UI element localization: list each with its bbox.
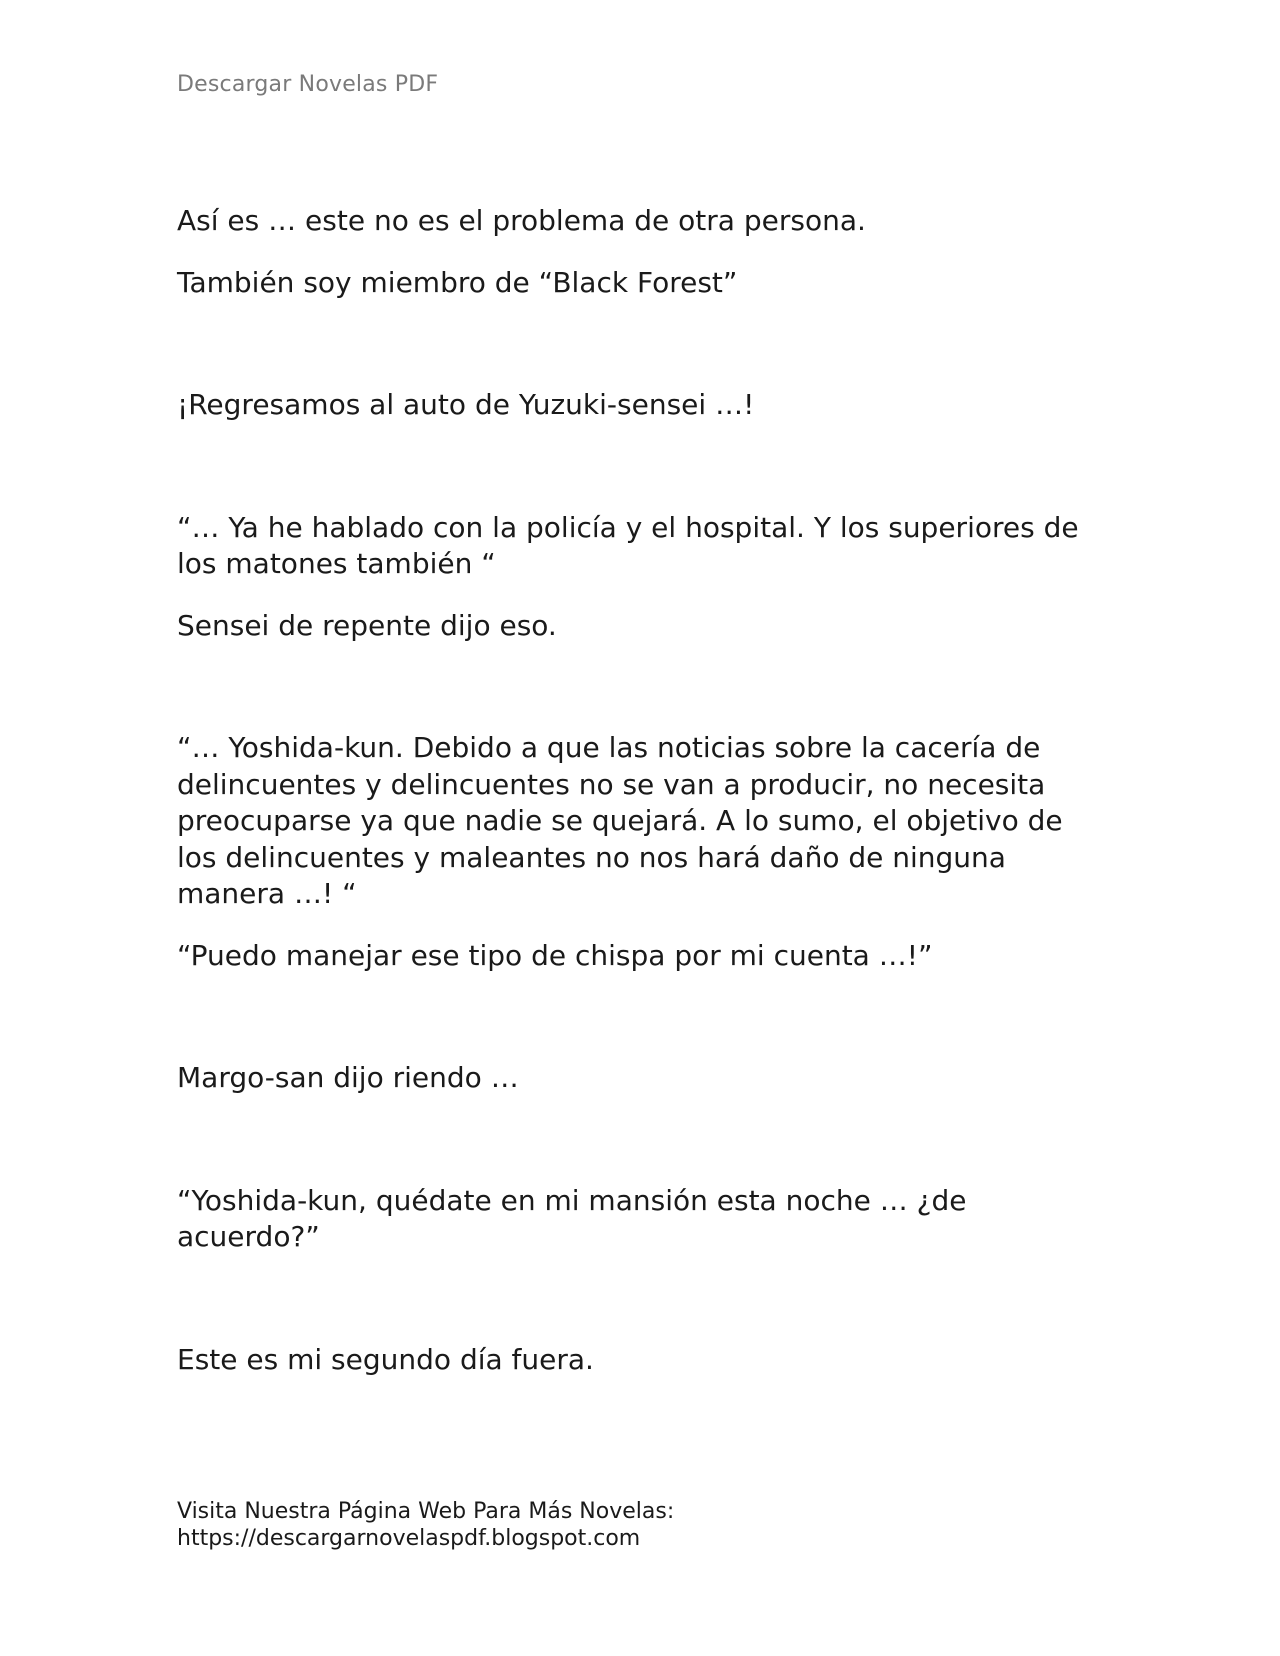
paragraph: “… Ya he hablado con la policía y el hospital. Y los superiores de los matones también “ xyxy=(177,510,1088,580)
site-footer xyxy=(177,1498,674,1552)
paragraph: Así es … este no es el problema de otra persona. xyxy=(177,204,866,237)
footer-url: https://descargarnovelaspdf.blogspot.com xyxy=(177,1526,641,1551)
paragraph: ¡Regresamos al auto de Yuzuki-sensei …! xyxy=(177,388,755,421)
paragraph: Sensei de repente dijo eso. xyxy=(177,608,557,642)
paragraph: También soy miembro de “Black Forest” xyxy=(177,265,738,299)
chapter-text xyxy=(177,203,1107,1378)
paragraph: Este es mi segundo día fuera. xyxy=(177,1342,594,1376)
paragraph: Margo-san dijo riendo … xyxy=(177,1061,519,1094)
footer-visit-text: Visita Nuestra Página Web Para Más Novelas: xyxy=(177,1499,675,1524)
site-header: Descargar Novelas PDF xyxy=(177,72,439,97)
paragraph: “… Yoshida-kun. Debido a que las noticias sobre la cacería de delincuentes y delincuentes no se van a producir, no necesita preocuparse ya que nadie se quejará. A lo sumo, el objetivo de los delincuentes y maleantes no nos hará daño de ninguna manera …! “ xyxy=(177,731,1072,910)
paragraph: “Yoshida-kun, quédate en mi mansión esta noche … ¿de acuerdo?” xyxy=(177,1183,976,1253)
paragraph: “Puedo manejar ese tipo de chispa por mi cuenta …!” xyxy=(177,938,933,972)
